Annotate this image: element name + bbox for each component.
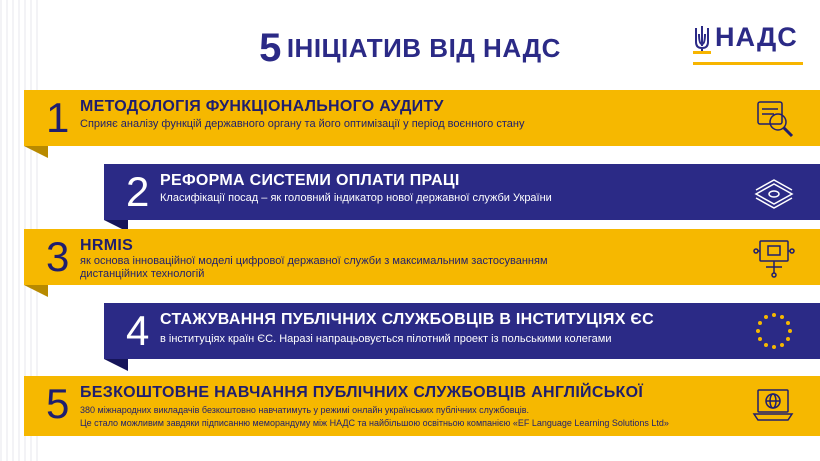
initiative-3 — [24, 229, 820, 285]
logo-text: НАДС — [715, 22, 798, 52]
initiative-4 — [104, 303, 820, 359]
initiative-1 — [24, 90, 820, 146]
logo-underline — [693, 62, 803, 65]
band-fold — [104, 359, 128, 371]
initiative-2 — [104, 164, 820, 220]
title-text: ІНІЦІАТИВ ВІД НАДС — [286, 33, 561, 63]
band-fold — [24, 146, 48, 158]
band-fold — [24, 285, 48, 297]
initiative-heading: РЕФОРМА СИСТЕМИ ОПЛАТИ ПРАЦІ — [160, 172, 460, 189]
initiative-line: Сприяє аналізу функцій державного органу та його оптимізації у період воєнного стану — [80, 118, 525, 130]
initiative-line: дистанційних технологій — [80, 268, 205, 280]
initiative-line: в інституціях країн ЄС. Наразі напрацьовується пілотний проект із польськими колегами — [160, 333, 612, 345]
initiative-5 — [24, 376, 820, 436]
initiative-line: 380 міжнародних викладачів безкоштовно навчатимуть у режимі онлайн українських публічних службовців. — [80, 405, 529, 415]
money-stack-icon — [752, 170, 796, 214]
initiative-number: 2 — [126, 168, 150, 215]
globe-laptop-icon — [752, 384, 796, 428]
initiative-heading: МЕТОДОЛОГІЯ ФУНКЦІОНАЛЬНОГО АУДИТУ — [80, 98, 444, 115]
initiative-line: Класифікації посад – як головний індикатор нової державної служби України — [160, 192, 552, 204]
initiative-number: 1 — [46, 94, 70, 141]
initiative-number: 5 — [46, 380, 70, 427]
initiative-heading: HRMIS — [80, 237, 134, 254]
initiative-heading: БЕЗКОШТОВНЕ НАВЧАННЯ ПУБЛІЧНИХ СЛУЖБОВЦІВ АНГЛІЙСЬКОЇ — [80, 384, 644, 401]
initiative-heading: СТАЖУВАННЯ ПУБЛІЧНИХ СЛУЖБОВЦІВ В ІНСТИТУЦІЯХ ЄС — [160, 311, 654, 328]
nads-logo — [693, 22, 808, 62]
initiative-line: як основа інноваційної моделі цифрової державної служби з максимальним застосуванням — [80, 255, 548, 267]
magnifier-document-icon — [752, 96, 796, 140]
eu-stars-icon — [752, 309, 796, 353]
trident-icon — [693, 24, 711, 54]
initiative-number: 3 — [46, 233, 70, 280]
title-number: 5 — [259, 26, 282, 70]
computer-network-icon — [752, 235, 796, 279]
initiative-line: Це стало можливим завдяки підписанню меморандуму між НАДС та найбільшою освітньою компанією «EF Language Learning Solutions Ltd» — [80, 418, 669, 428]
initiative-number: 4 — [126, 307, 150, 354]
